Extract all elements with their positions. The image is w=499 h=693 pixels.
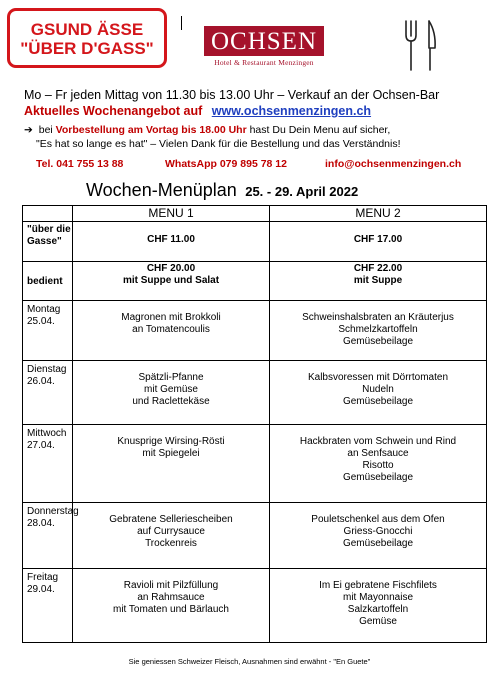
day-date: 27.04. bbox=[27, 440, 55, 451]
menu-1-dish bbox=[73, 361, 270, 425]
day-row-freitag bbox=[23, 569, 487, 643]
menu-2-dish bbox=[270, 301, 487, 361]
footer-note: Sie geniessen Schweizer Fleisch, Ausnahmen sind erwähnt - "En Guete" bbox=[128, 657, 371, 666]
day-name: Freitag bbox=[27, 572, 59, 583]
menu-2-dish bbox=[270, 503, 487, 569]
price-menu-1 bbox=[73, 262, 270, 301]
whatsapp-number[interactable]: WhatsApp 079 895 78 12 bbox=[165, 158, 287, 170]
dish-line: und Raclettekäse bbox=[132, 396, 210, 407]
dish-line: Gemüsebeilage bbox=[342, 472, 414, 483]
dish-line: Gemüsebeilage bbox=[342, 396, 414, 407]
day-row-mittwoch bbox=[23, 425, 487, 503]
price-menu-2 bbox=[270, 262, 487, 301]
day-cell bbox=[23, 301, 73, 361]
dish-line: Risotto bbox=[362, 460, 394, 471]
dish-line: Spätzli-Pfanne bbox=[138, 372, 204, 383]
day-cell bbox=[23, 503, 79, 569]
dish-line: Gemüsebeilage bbox=[342, 336, 414, 347]
dish-line: Ravioli mit Pilzfüllung bbox=[123, 580, 219, 591]
price-line: CHF 22.00 bbox=[353, 263, 403, 274]
price-line: CHF 17.00 bbox=[353, 234, 403, 245]
weekly-menu-table bbox=[22, 205, 487, 643]
weekly-offer-text: Aktuelles Wochenangebot auf bbox=[24, 104, 203, 118]
price-menu-1 bbox=[73, 222, 270, 262]
header-empty bbox=[23, 206, 73, 222]
day-date: 25.04. bbox=[27, 316, 55, 327]
day-cell bbox=[23, 361, 73, 425]
preorder-deadline: Vorbestellung am Vortag bis 18.00 Uhr bbox=[55, 124, 247, 136]
dish-line: mit Tomaten und Bärlauch bbox=[113, 604, 229, 615]
preorder-line bbox=[24, 124, 390, 136]
header-menu-2: MENU 2 bbox=[270, 206, 487, 222]
price-row-served bbox=[23, 262, 487, 301]
day-date: 28.04. bbox=[27, 518, 55, 529]
dish-line: Griess-Gnocchi bbox=[343, 526, 413, 537]
dish-line: mit Mayonnaise bbox=[342, 592, 414, 603]
dish-line: Nudeln bbox=[362, 384, 394, 395]
label-line: bedient bbox=[27, 276, 63, 287]
price-line: CHF 11.00 bbox=[147, 234, 195, 245]
day-name: Mittwoch bbox=[27, 428, 67, 439]
menu-1-dish bbox=[73, 503, 270, 569]
dish-line: auf Currysauce bbox=[137, 526, 205, 537]
dish-line: Schmelzkartoffeln bbox=[338, 324, 418, 335]
dish-line: Kalbsvoressen mit Dörrtomaten bbox=[307, 372, 449, 383]
label-line: "über die bbox=[27, 224, 71, 235]
day-name: Donnerstag bbox=[27, 506, 79, 517]
right-arrow-icon: ➔ bbox=[24, 124, 33, 136]
preorder-pre: bei bbox=[38, 124, 53, 136]
price-label bbox=[23, 222, 73, 262]
menu-2-dish bbox=[270, 425, 487, 503]
dish-line: Im Ei gebratene Fischfilets bbox=[319, 580, 437, 591]
day-cell bbox=[23, 425, 73, 503]
dish-line: Knusprige Wirsing-Rösti bbox=[117, 436, 225, 447]
dish-line: mit Spiegelei bbox=[142, 448, 200, 459]
menu-1-dish bbox=[73, 569, 270, 643]
day-row-dienstag bbox=[23, 361, 487, 425]
dish-line: Gemüsebeilage bbox=[342, 538, 414, 549]
title-dates: 25. - 29. April 2022 bbox=[245, 184, 359, 199]
header-divider bbox=[181, 16, 182, 30]
dish-line: Trockenreis bbox=[145, 538, 197, 549]
table-header-row bbox=[23, 206, 487, 222]
price-label bbox=[23, 262, 73, 301]
weekly-offer-line bbox=[24, 104, 371, 118]
day-name: Dienstag bbox=[27, 364, 67, 375]
dish-line: Salzkartoffeln bbox=[347, 604, 409, 615]
day-date: 29.04. bbox=[27, 584, 55, 595]
dish-line: Schweinshalsbraten an Kräuterjus bbox=[302, 312, 454, 323]
menu-1-dish bbox=[73, 301, 270, 361]
title-main: Wochen-Menüplan bbox=[86, 180, 237, 200]
day-cell bbox=[23, 569, 73, 643]
phone-number[interactable]: Tel. 041 755 13 88 bbox=[36, 158, 124, 170]
opening-hours: Mo – Fr jeden Mittag von 11.30 bis 13.00 Uhr – Verkauf an der Ochsen-Bar bbox=[24, 88, 440, 102]
day-row-montag bbox=[23, 301, 487, 361]
dish-line: Hackbraten vom Schwein und Rind bbox=[299, 436, 457, 447]
email-address[interactable]: info@ochsenmenzingen.ch bbox=[325, 158, 462, 170]
menu-2-dish bbox=[270, 569, 487, 643]
menu-2-dish bbox=[270, 361, 487, 425]
logo-tagline: Hotel & Restaurant Menzingen bbox=[214, 58, 314, 67]
label-line: Gasse" bbox=[27, 236, 62, 247]
badge-line-1: GSUND ÄSSE bbox=[30, 20, 144, 39]
dish-line: Pouletschenkel aus dem Ofen bbox=[311, 514, 445, 525]
price-line: mit Suppe und Salat bbox=[122, 275, 220, 286]
thanks-line: "Es hat so lange es hat" – Vielen Dank für die Bestellung und das Verständnis! bbox=[36, 138, 401, 150]
dish-line: mit Gemüse bbox=[144, 384, 198, 395]
ochsen-logo bbox=[204, 26, 324, 56]
website-link[interactable]: www.ochsenmenzingen.ch bbox=[211, 104, 372, 118]
day-row-donnerstag bbox=[23, 503, 487, 569]
badge-line-2: "ÜBER D'GASS" bbox=[20, 39, 154, 58]
gsund-asse-badge bbox=[7, 8, 167, 68]
dish-line: an Rahmsauce bbox=[137, 592, 205, 603]
menu-1-dish bbox=[73, 425, 270, 503]
price-menu-2 bbox=[270, 222, 487, 262]
day-date: 26.04. bbox=[27, 376, 55, 387]
day-name: Montag bbox=[27, 304, 61, 315]
dish-line: Gemüse bbox=[359, 616, 397, 627]
dish-line: Gebratene Selleriescheiben bbox=[109, 514, 233, 525]
fork-knife-icon bbox=[400, 18, 440, 74]
dish-line: an Tomatencoulis bbox=[132, 324, 210, 335]
header-menu-1: MENU 1 bbox=[73, 206, 270, 222]
price-line: mit Suppe bbox=[353, 275, 403, 286]
menu-plan-title bbox=[86, 180, 358, 201]
price-line: CHF 20.00 bbox=[146, 263, 196, 274]
dish-line: an Senfsauce bbox=[347, 448, 409, 459]
logo-name: OCHSEN bbox=[210, 27, 317, 55]
preorder-post: hast Du Dein Menu auf sicher, bbox=[249, 124, 391, 136]
price-row-takeaway bbox=[23, 222, 487, 262]
dish-line: Magronen mit Brokkoli bbox=[121, 312, 221, 323]
